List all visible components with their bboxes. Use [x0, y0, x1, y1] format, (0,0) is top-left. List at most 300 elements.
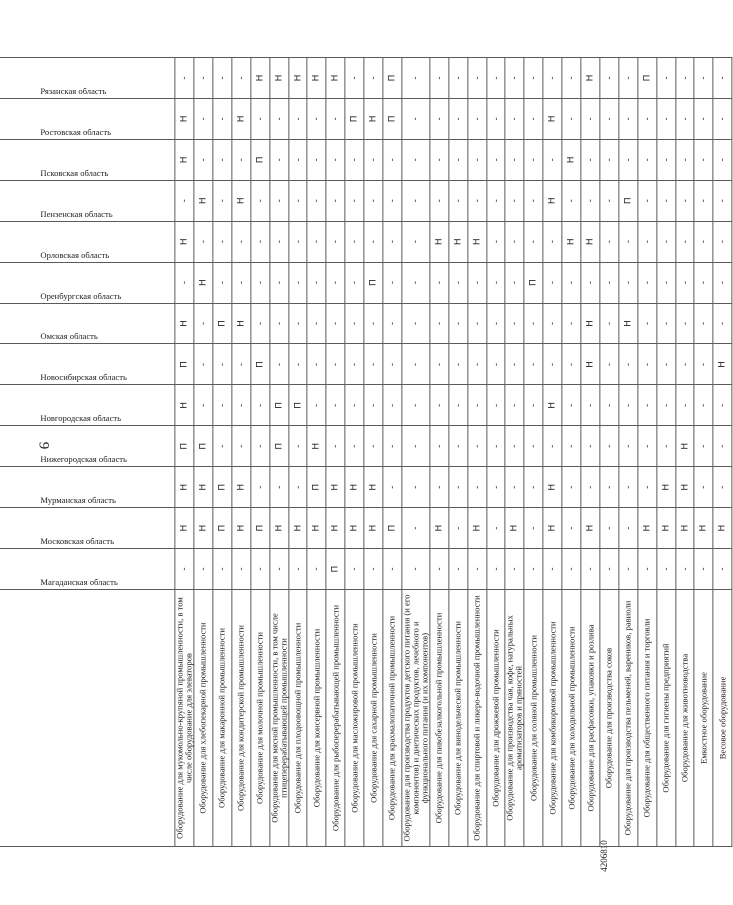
- mark-cell: -: [675, 262, 694, 303]
- mark-cell: -: [619, 221, 638, 262]
- mark-cell: -: [694, 549, 713, 590]
- equipment-name: Оборудование для плодоовощной промышленности: [288, 590, 307, 847]
- equipment-name: Оборудование для рыбоперерабатывающей промышленности: [326, 590, 345, 847]
- mark-cell: -: [364, 344, 383, 385]
- mark-cell: -: [269, 221, 288, 262]
- mark-cell: -: [486, 344, 505, 385]
- mark-cell: Н: [194, 262, 213, 303]
- region-header: [0, 262, 175, 303]
- mark-cell: -: [468, 58, 487, 99]
- mark-cell: Н: [619, 303, 638, 344]
- region-header: [0, 303, 175, 344]
- mark-cell: Н: [675, 508, 694, 549]
- mark-cell: -: [543, 262, 562, 303]
- region-label: Рязанская область: [40, 85, 107, 96]
- mark-cell: Н: [562, 221, 581, 262]
- mark-cell: -: [713, 385, 732, 426]
- mark-cell: -: [269, 98, 288, 139]
- mark-cell: -: [251, 426, 270, 467]
- equipment-name: Оборудование для гигиены предприятий: [657, 590, 676, 847]
- table-row: [430, 58, 449, 847]
- equipment-name: Оборудование для холодильной промышленности: [562, 590, 581, 847]
- mark-cell: -: [449, 98, 468, 139]
- mark-cell: -: [486, 98, 505, 139]
- mark-cell: Н: [269, 58, 288, 99]
- mark-cell: Н: [232, 467, 251, 508]
- mark-cell: -: [543, 221, 562, 262]
- mark-cell: -: [288, 98, 307, 139]
- mark-cell: -: [307, 549, 326, 590]
- mark-cell: -: [581, 98, 600, 139]
- table-row: [251, 58, 270, 847]
- mark-cell: Н: [543, 180, 562, 221]
- mark-cell: -: [543, 549, 562, 590]
- equipment-name: Оборудование для консервной промышленности: [307, 590, 326, 847]
- mark-cell: -: [269, 344, 288, 385]
- mark-cell: -: [194, 303, 213, 344]
- mark-cell: -: [713, 58, 732, 99]
- mark-cell: -: [345, 385, 364, 426]
- mark-cell: -: [619, 344, 638, 385]
- table-row: [638, 58, 657, 847]
- mark-cell: -: [657, 98, 676, 139]
- mark-cell: -: [213, 426, 232, 467]
- mark-cell: -: [468, 385, 487, 426]
- mark-cell: -: [505, 303, 524, 344]
- mark-cell: -: [383, 467, 402, 508]
- mark-cell: -: [638, 262, 657, 303]
- mark-cell: -: [449, 139, 468, 180]
- mark-cell: -: [468, 344, 487, 385]
- region-header: [0, 98, 175, 139]
- mark-cell: -: [345, 303, 364, 344]
- mark-cell: Н: [307, 508, 326, 549]
- mark-cell: -: [251, 221, 270, 262]
- mark-cell: -: [213, 180, 232, 221]
- equipment-name: Оборудование для производства пельменей, вареников, равиоли: [619, 590, 638, 847]
- region-label: Московская область: [40, 536, 114, 547]
- mark-cell: -: [600, 303, 619, 344]
- mark-cell: П: [524, 262, 543, 303]
- mark-cell: -: [402, 344, 430, 385]
- mark-cell: -: [600, 262, 619, 303]
- mark-cell: -: [213, 139, 232, 180]
- mark-cell: -: [449, 303, 468, 344]
- mark-cell: Н: [468, 221, 487, 262]
- mark-cell: -: [581, 385, 600, 426]
- mark-cell: -: [430, 426, 449, 467]
- mark-cell: -: [505, 98, 524, 139]
- mark-cell: -: [326, 344, 345, 385]
- mark-cell: -: [345, 549, 364, 590]
- table-row: [486, 58, 505, 847]
- mark-cell: -: [213, 98, 232, 139]
- mark-cell: П: [307, 467, 326, 508]
- mark-cell: -: [675, 385, 694, 426]
- mark-cell: П: [638, 58, 657, 99]
- mark-cell: -: [213, 344, 232, 385]
- equipment-name: Оборудование для соляной промышленности: [524, 590, 543, 847]
- region-label: Псковская область: [40, 167, 109, 178]
- mark-cell: -: [383, 426, 402, 467]
- mark-cell: -: [562, 98, 581, 139]
- mark-cell: -: [345, 426, 364, 467]
- equipment-name: Оборудование для мясной промышленности, в том числе птицеперерабатывающей промышленности: [269, 590, 288, 847]
- mark-cell: -: [449, 344, 468, 385]
- mark-cell: П: [213, 303, 232, 344]
- mark-cell: -: [232, 426, 251, 467]
- mark-cell: -: [288, 426, 307, 467]
- mark-cell: -: [713, 467, 732, 508]
- region-label: Новгородская область: [40, 413, 122, 424]
- mark-cell: -: [364, 549, 383, 590]
- mark-cell: П: [345, 98, 364, 139]
- mark-cell: -: [524, 385, 543, 426]
- region-header: [0, 58, 175, 99]
- mark-cell: -: [213, 262, 232, 303]
- mark-cell: -: [657, 180, 676, 221]
- mark-cell: -: [402, 221, 430, 262]
- mark-cell: -: [524, 508, 543, 549]
- region-header: [0, 344, 175, 385]
- region-label: Мурманская область: [40, 495, 116, 506]
- table-row: [175, 58, 194, 847]
- region-label: Новосибирская область: [40, 372, 127, 383]
- page-number: 9: [35, 441, 52, 450]
- mark-cell: -: [288, 262, 307, 303]
- table-row: [402, 58, 430, 847]
- mark-cell: -: [468, 549, 487, 590]
- mark-cell: Н: [430, 221, 449, 262]
- mark-cell: -: [364, 221, 383, 262]
- mark-cell: -: [449, 426, 468, 467]
- equipment-name: Оборудование для масложировой промышленности: [345, 590, 364, 847]
- mark-cell: -: [524, 426, 543, 467]
- mark-cell: -: [232, 344, 251, 385]
- equipment-name: Оборудование для производства чая, кофе, натуральных ароматизаторов и пряностей: [505, 590, 524, 847]
- table-row: [619, 58, 638, 847]
- mark-cell: Н: [713, 344, 732, 385]
- mark-cell: Н: [326, 58, 345, 99]
- mark-cell: -: [675, 58, 694, 99]
- mark-cell: -: [694, 303, 713, 344]
- mark-cell: -: [326, 180, 345, 221]
- mark-cell: Н: [581, 221, 600, 262]
- mark-cell: -: [269, 549, 288, 590]
- region-header: [0, 426, 175, 467]
- equipment-name: Оборудование для молочной промышленности: [251, 590, 270, 847]
- mark-cell: П: [383, 98, 402, 139]
- mark-cell: -: [194, 98, 213, 139]
- mark-cell: -: [269, 180, 288, 221]
- mark-cell: -: [251, 549, 270, 590]
- mark-cell: -: [194, 549, 213, 590]
- mark-cell: -: [524, 180, 543, 221]
- equipment-name: Оборудование для комбикормовой промышленности: [543, 590, 562, 847]
- mark-cell: -: [307, 385, 326, 426]
- table-row: [505, 58, 524, 847]
- mark-cell: -: [402, 385, 430, 426]
- mark-cell: -: [562, 385, 581, 426]
- mark-cell: -: [364, 385, 383, 426]
- table-row: [449, 58, 468, 847]
- mark-cell: Н: [232, 303, 251, 344]
- region-label: Магаданская область: [40, 577, 118, 587]
- mark-cell: -: [326, 303, 345, 344]
- mark-cell: -: [675, 139, 694, 180]
- mark-cell: -: [345, 180, 364, 221]
- mark-cell: -: [675, 98, 694, 139]
- mark-cell: П: [288, 385, 307, 426]
- region-label: Ростовская область: [40, 126, 112, 137]
- mark-cell: -: [562, 262, 581, 303]
- table-row: [524, 58, 543, 847]
- mark-cell: -: [562, 58, 581, 99]
- mark-cell: -: [638, 385, 657, 426]
- region-header: [0, 508, 175, 549]
- mark-cell: П: [251, 508, 270, 549]
- mark-cell: -: [619, 58, 638, 99]
- mark-cell: Н: [175, 508, 194, 549]
- mark-cell: -: [449, 180, 468, 221]
- mark-cell: -: [402, 549, 430, 590]
- mark-cell: -: [288, 180, 307, 221]
- mark-cell: -: [430, 262, 449, 303]
- mark-cell: -: [486, 58, 505, 99]
- mark-cell: -: [251, 385, 270, 426]
- equipment-name: Оборудование для общественного питания и торговли: [638, 590, 657, 847]
- equipment-name: Оборудование для кондитерской промышленности: [232, 590, 251, 847]
- corner-cell: [0, 590, 175, 847]
- mark-cell: -: [505, 467, 524, 508]
- mark-cell: -: [543, 139, 562, 180]
- mark-cell: -: [562, 344, 581, 385]
- table-row: [232, 58, 251, 847]
- mark-cell: -: [468, 98, 487, 139]
- table-row: [345, 58, 364, 847]
- mark-cell: Н: [364, 98, 383, 139]
- mark-cell: -: [288, 139, 307, 180]
- mark-cell: -: [486, 221, 505, 262]
- mark-cell: -: [638, 426, 657, 467]
- region-header: [0, 549, 175, 590]
- mark-cell: -: [364, 139, 383, 180]
- mark-cell: -: [694, 58, 713, 99]
- table-row: [194, 58, 213, 847]
- mark-cell: -: [600, 549, 619, 590]
- mark-cell: -: [194, 385, 213, 426]
- mark-cell: -: [581, 180, 600, 221]
- mark-cell: -: [713, 139, 732, 180]
- mark-cell: -: [619, 508, 638, 549]
- document-number: 4206810: [599, 840, 609, 872]
- mark-cell: П: [251, 139, 270, 180]
- mark-cell: -: [600, 180, 619, 221]
- region-header: [0, 180, 175, 221]
- mark-cell: -: [175, 262, 194, 303]
- mark-cell: -: [232, 385, 251, 426]
- mark-cell: -: [307, 139, 326, 180]
- mark-cell: -: [326, 98, 345, 139]
- mark-cell: -: [307, 98, 326, 139]
- mark-cell: -: [486, 467, 505, 508]
- mark-cell: -: [581, 467, 600, 508]
- mark-cell: -: [430, 58, 449, 99]
- mark-cell: -: [638, 467, 657, 508]
- mark-cell: Н: [288, 508, 307, 549]
- mark-cell: -: [194, 221, 213, 262]
- mark-cell: Н: [326, 467, 345, 508]
- table-row: [675, 58, 694, 847]
- equipment-name: Оборудование для расфасовки, упаковки и розлива: [581, 590, 600, 847]
- mark-cell: -: [562, 426, 581, 467]
- mark-cell: -: [581, 549, 600, 590]
- mark-cell: -: [194, 344, 213, 385]
- mark-cell: -: [383, 139, 402, 180]
- mark-cell: -: [468, 303, 487, 344]
- mark-cell: -: [619, 467, 638, 508]
- mark-cell: Н: [505, 508, 524, 549]
- mark-cell: -: [232, 262, 251, 303]
- table-row: [364, 58, 383, 847]
- equipment-name: Оборудование для крахмалопаточной промышленности: [383, 590, 402, 847]
- mark-cell: -: [600, 344, 619, 385]
- mark-cell: -: [694, 139, 713, 180]
- mark-cell: -: [468, 426, 487, 467]
- mark-cell: Н: [326, 508, 345, 549]
- mark-cell: -: [543, 303, 562, 344]
- mark-cell: -: [505, 221, 524, 262]
- mark-cell: Н: [581, 344, 600, 385]
- region-label: Омская область: [40, 331, 98, 342]
- mark-cell: -: [288, 549, 307, 590]
- mark-cell: -: [449, 467, 468, 508]
- mark-cell: -: [430, 549, 449, 590]
- region-label: Пензенская область: [40, 208, 113, 219]
- mark-cell: -: [269, 467, 288, 508]
- mark-cell: -: [213, 385, 232, 426]
- mark-cell: Н: [638, 508, 657, 549]
- equipment-name: Оборудование для дрожжевой промышленности: [486, 590, 505, 847]
- mark-cell: Н: [307, 58, 326, 99]
- equipment-name: Емкостное оборудование: [694, 590, 713, 847]
- mark-cell: -: [543, 344, 562, 385]
- mark-cell: -: [581, 262, 600, 303]
- mark-cell: -: [600, 508, 619, 549]
- mark-cell: Н: [713, 508, 732, 549]
- table-row: [657, 58, 676, 847]
- mark-cell: -: [638, 549, 657, 590]
- mark-cell: -: [657, 385, 676, 426]
- mark-cell: Н: [251, 58, 270, 99]
- mark-cell: -: [486, 303, 505, 344]
- region-header: [0, 139, 175, 180]
- mark-cell: -: [307, 180, 326, 221]
- mark-cell: -: [675, 221, 694, 262]
- table-body: [175, 58, 732, 847]
- mark-cell: -: [600, 221, 619, 262]
- mark-cell: -: [543, 426, 562, 467]
- mark-cell: -: [694, 221, 713, 262]
- table-row: [269, 58, 288, 847]
- mark-cell: Н: [581, 58, 600, 99]
- mark-cell: -: [364, 58, 383, 99]
- mark-cell: -: [713, 180, 732, 221]
- mark-cell: -: [600, 385, 619, 426]
- mark-cell: -: [430, 467, 449, 508]
- mark-cell: -: [638, 180, 657, 221]
- equipment-name: Оборудование для спиртовой и ликеро-водочной промышленности: [468, 590, 487, 847]
- mark-cell: -: [175, 180, 194, 221]
- mark-cell: -: [251, 180, 270, 221]
- mark-cell: -: [694, 262, 713, 303]
- mark-cell: -: [468, 180, 487, 221]
- mark-cell: -: [449, 549, 468, 590]
- mark-cell: -: [213, 549, 232, 590]
- equipment-name: Оборудование для сахарной промышленности: [364, 590, 383, 847]
- table-row: [694, 58, 713, 847]
- mark-cell: -: [486, 139, 505, 180]
- mark-cell: -: [402, 98, 430, 139]
- mark-cell: -: [657, 303, 676, 344]
- mark-cell: -: [232, 58, 251, 99]
- mark-cell: -: [402, 426, 430, 467]
- mark-cell: -: [383, 180, 402, 221]
- mark-cell: -: [486, 549, 505, 590]
- mark-cell: -: [657, 221, 676, 262]
- mark-cell: П: [326, 549, 345, 590]
- mark-cell: -: [383, 344, 402, 385]
- mark-cell: -: [619, 139, 638, 180]
- mark-cell: Н: [364, 508, 383, 549]
- mark-cell: -: [251, 98, 270, 139]
- mark-cell: Н: [345, 508, 364, 549]
- mark-cell: -: [383, 385, 402, 426]
- mark-cell: Н: [449, 221, 468, 262]
- table-row: [288, 58, 307, 847]
- mark-cell: -: [383, 221, 402, 262]
- equipment-name: Оборудование для пивобезалкогольной промышленности: [430, 590, 449, 847]
- mark-cell: -: [657, 344, 676, 385]
- mark-cell: -: [175, 549, 194, 590]
- mark-cell: -: [288, 344, 307, 385]
- mark-cell: -: [430, 344, 449, 385]
- mark-cell: П: [269, 426, 288, 467]
- mark-cell: -: [402, 508, 430, 549]
- equipment-name: Оборудование для животноводства: [675, 590, 694, 847]
- mark-cell: Н: [288, 58, 307, 99]
- table-row: [213, 58, 232, 847]
- mark-cell: -: [524, 98, 543, 139]
- mark-cell: -: [194, 58, 213, 99]
- mark-cell: -: [307, 344, 326, 385]
- mark-cell: -: [713, 426, 732, 467]
- mark-cell: -: [213, 221, 232, 262]
- mark-cell: -: [288, 303, 307, 344]
- mark-cell: -: [326, 221, 345, 262]
- mark-cell: -: [505, 139, 524, 180]
- mark-cell: -: [345, 221, 364, 262]
- mark-cell: -: [288, 221, 307, 262]
- mark-cell: Н: [194, 508, 213, 549]
- mark-cell: -: [505, 426, 524, 467]
- mark-cell: -: [694, 385, 713, 426]
- mark-cell: -: [505, 180, 524, 221]
- mark-cell: -: [251, 303, 270, 344]
- mark-cell: -: [600, 98, 619, 139]
- mark-cell: -: [524, 303, 543, 344]
- mark-cell: П: [269, 385, 288, 426]
